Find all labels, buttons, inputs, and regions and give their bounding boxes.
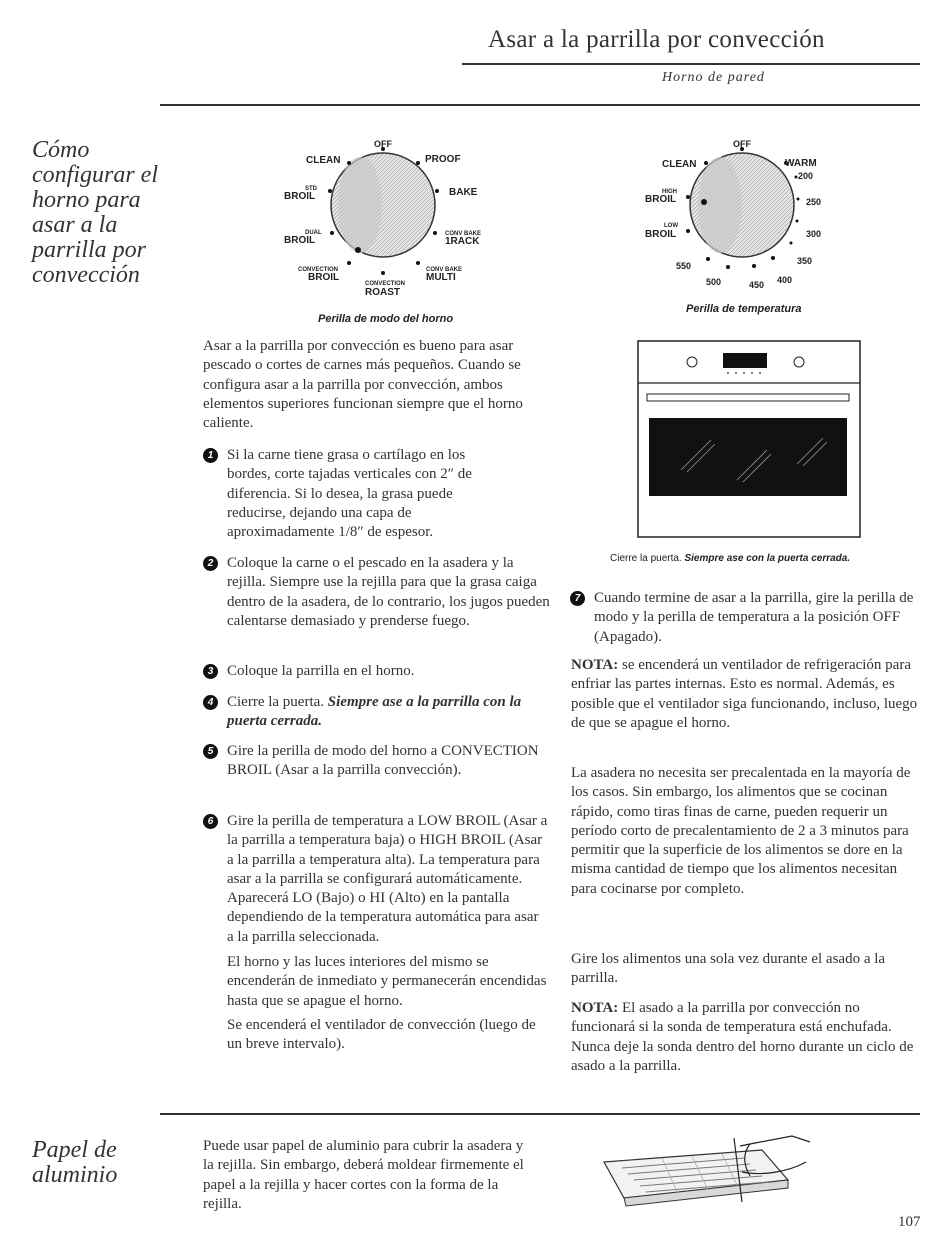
heading-line: aluminio xyxy=(32,1162,118,1188)
step-text: Coloque la carne o el pescado en la asadera y la rejilla. Siempre use la rejilla para que la grasa caiga dentro de la asadera, de lo contrario, los jugos pueden calentarse demasiado y prenderse fuego. xyxy=(227,555,550,629)
knob-label-conv-bake-1: CONV BAKE xyxy=(445,231,482,237)
oven-caption-bold: Siempre ase con la puerta cerrada. xyxy=(684,553,851,564)
knob-label-1rack: 1RACK xyxy=(445,236,480,247)
knob-label-dual-broil: BROIL xyxy=(284,235,316,246)
page-header-title: Asar a la parrilla por convección xyxy=(488,26,825,53)
oven-door-handle xyxy=(647,394,849,401)
note-label: NOTA: xyxy=(571,1000,619,1016)
temp-label-off: OFF xyxy=(733,139,751,149)
step-item xyxy=(203,693,533,732)
temp-label-200: 200 xyxy=(798,171,814,181)
step-text: Gire la perilla de temperatura a LOW BROIL (Asar a la parrilla a temperatura baja) o HIGH BROIL (Asar a la parrilla a temperatura alta). La temperatura para asar a la parrilla se configurará automáticamente. Aparecerá LO (Bajo) o HI (Alto) en la pantalla dependiendo de la temperatura automática para asar a la parrilla seleccionada. xyxy=(227,813,548,945)
temp-label-300: 300 xyxy=(806,229,822,239)
section-divider-bottom xyxy=(160,1113,920,1115)
knob-label-clean: CLEAN xyxy=(306,155,341,166)
step-item xyxy=(570,589,920,647)
knob-label-roast: ROAST xyxy=(365,287,400,298)
step-item xyxy=(203,812,548,1055)
temp-label-low: LOW xyxy=(664,223,678,229)
foil-broiler-pan-illustration xyxy=(592,1132,832,1218)
temp-label-450: 450 xyxy=(749,280,765,290)
step-note: El horno y las luces interiores del mismo se encenderán de inmediato y permanecerán encendidas hasta que se apague el horno. xyxy=(227,954,547,1009)
knob-label-convection-1: CONVECTION xyxy=(298,267,339,273)
oven-mode-knob-diagram xyxy=(270,135,500,305)
temp-label-250: 250 xyxy=(806,197,822,207)
step-number-badge: 2 xyxy=(203,556,218,571)
knob-label-proof: PROOF xyxy=(425,154,461,165)
knob-label-off: OFF xyxy=(374,139,392,149)
temp-label-low-broil: BROIL xyxy=(645,229,677,240)
mode-knob-caption: Perilla de modo del horno xyxy=(318,313,454,325)
knob-label-bake: BAKE xyxy=(449,187,478,198)
knob-label-multi: MULTI xyxy=(426,272,456,283)
step-item xyxy=(203,446,503,542)
oven-window xyxy=(649,418,847,496)
wall-oven-illustration xyxy=(637,340,863,540)
step-number-badge: 6 xyxy=(203,814,218,829)
knob-label-dual: DUAL xyxy=(305,230,322,236)
step-warning-text: Siempre ase a la parrilla con la puerta cerrada. xyxy=(227,694,522,730)
temp-label-350: 350 xyxy=(797,256,813,266)
temp-label-clean: CLEAN xyxy=(662,159,697,170)
step-number-badge: 4 xyxy=(203,695,218,710)
temp-label-500: 500 xyxy=(706,277,722,287)
section-heading-aluminum-foil xyxy=(32,1138,172,1188)
heading-line: convección xyxy=(32,262,140,288)
page-number: 107 xyxy=(898,1214,921,1230)
knob-label-conv-broil: BROIL xyxy=(308,272,340,283)
step-number-badge: 5 xyxy=(203,744,218,759)
step-text: Cuando termine de asar a la parrilla, gire la perilla de modo y la perilla de temperatura a la posición OFF (Apagado). xyxy=(594,590,914,645)
temperature-knob-caption: Perilla de temperatura xyxy=(686,303,802,315)
step-number-badge: 1 xyxy=(203,448,218,463)
temperature-knob-diagram xyxy=(640,135,850,295)
mode-knob-indicator xyxy=(355,247,361,253)
temperature-knob-indicator xyxy=(701,199,707,205)
section-heading-convection-broil xyxy=(32,138,172,288)
step-text: Coloque la parrilla en el horno. xyxy=(227,663,415,679)
heading-line: Cómo xyxy=(32,137,90,163)
note-cooling-fan xyxy=(571,656,921,733)
heading-line: horno para xyxy=(32,187,141,213)
step-note: Se encenderá el ventilador de convección (luego de un breve intervalo). xyxy=(227,1016,536,1053)
note-label: NOTA: xyxy=(571,657,619,673)
temp-label-550: 550 xyxy=(676,261,692,271)
note-probe xyxy=(571,999,921,1076)
oven-caption xyxy=(610,553,850,564)
temp-label-high: HIGH xyxy=(662,189,677,195)
aluminum-foil-paragraph: Puede usar papel de aluminio para cubrir la asadera y la rejilla. Sin embargo, deberá moldear firmemente el papel a la rejilla y hacer cortes con la forma de la rejilla. xyxy=(203,1138,524,1212)
step-item xyxy=(203,662,553,681)
step-number-badge: 3 xyxy=(203,664,218,679)
heading-line: configurar el xyxy=(32,162,158,188)
heading-line: asar a la xyxy=(32,212,118,238)
oven-caption-normal: Cierre la puerta. xyxy=(610,553,682,564)
header-rule xyxy=(462,63,920,65)
knob-label-convection-2: CONVECTION xyxy=(365,281,406,287)
note-text: se encenderá un ventilador de refrigeración para enfriar las partes internas. Esto es normal. Además, es posible que el ventilador siga funcionando, incluso, luego de que se apague el horno. xyxy=(571,657,918,731)
step-number-badge: 7 xyxy=(570,591,585,606)
heading-line: parrilla por xyxy=(32,237,147,263)
oven-display-icon xyxy=(723,353,767,368)
step-item xyxy=(203,742,543,781)
note-text: El asado a la parrilla por convección no funcionará si la sonda de temperatura está enchufada. Nunca deje la sonda dentro del horno durante un ciclo de asado a la parrilla. xyxy=(571,1000,914,1074)
step-text: Cierre la puerta. xyxy=(227,694,325,710)
step-item xyxy=(203,554,553,631)
temp-label-warm: WARM xyxy=(785,158,817,169)
section-divider-top xyxy=(160,104,920,106)
intro-paragraph: Asar a la parrilla por convección es bueno para asar pescado o cortes de carnes más pequeños. Cuando se configura asar a la parrilla por convección, ambos elementos superiores funcionan siempre que el horno caliente. xyxy=(203,338,523,432)
temp-label-400: 400 xyxy=(777,275,793,285)
preheat-paragraph: La asadera no necesita ser precalentada en la mayoría de los casos. Sin embargo, los alimentos que se cocinan rápido, como tiras finas de carne, pueden requerir un período corto de precalentamiento de 2 a 3 minutos para permitir que la superficie de los alimentos se dore en la misma cantidad de tiempo que los alimentos necesitan para cocinarse por completo. xyxy=(571,765,911,897)
temp-label-high-broil: BROIL xyxy=(645,194,677,205)
knob-label-conv-bake-2: CONV BAKE xyxy=(426,267,463,273)
step-text: Gire la perilla de modo del horno a CONVECTION BROIL (Asar a la parrilla convección). xyxy=(227,743,539,779)
heading-line: Papel de xyxy=(32,1137,117,1163)
knob-label-broil: BROIL xyxy=(284,191,316,202)
step-text: Si la carne tiene grasa o cartílago en los bordes, corte tajadas verticales con 2″ de diferencia. Si lo desea, la grasa puede reducirse, dejando una capa de aproximadamente 1/8″ de espesor. xyxy=(227,447,472,541)
knob-label-std: STD xyxy=(305,186,317,192)
page-header-subtitle: Horno de pared xyxy=(662,70,765,85)
turn-food-paragraph: Gire los alimentos una sola vez durante el asado a la parrilla. xyxy=(571,951,886,987)
